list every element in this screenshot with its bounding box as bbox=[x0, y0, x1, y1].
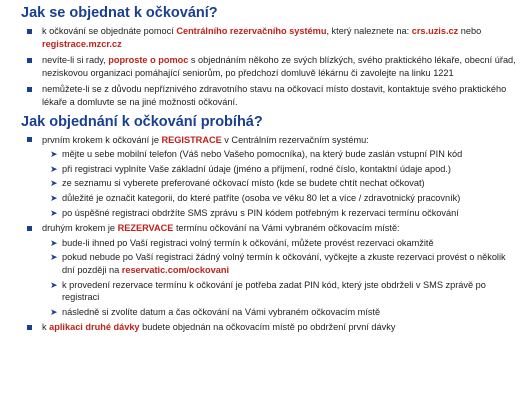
square-bullet-icon bbox=[27, 325, 32, 330]
arrow-bullet-icon: ➤ bbox=[50, 207, 58, 218]
item-text: po úspěšné registraci obdržíte SMS zprávu s PIN kódem potřebným k rezervaci termínu očkování bbox=[62, 207, 459, 218]
item-text: následně si zvolíte datum a čas očkování na Vámi vybraném očkovacím místě bbox=[62, 306, 381, 317]
sub-list-item bbox=[21, 177, 517, 190]
arrow-bullet-icon: ➤ bbox=[50, 306, 58, 317]
item-text: ze seznamu si vyberete preferované očkovací místo (kde se budete chtít nechat očkovat) bbox=[62, 178, 425, 189]
list-item bbox=[21, 83, 517, 108]
list-item bbox=[21, 54, 517, 79]
item-text: v Centrálním rezervačním systému: bbox=[221, 134, 369, 145]
second-dose-text: aplikaci druhé dávky bbox=[49, 322, 140, 333]
arrow-bullet-icon: ➤ bbox=[50, 237, 58, 248]
item-text: k očkování se objednáte pomocí bbox=[42, 26, 177, 36]
item-text: důležité je označit kategorii, do které patříte (osoba ve věku 80 let a více / zdravotnický pracovník) bbox=[62, 192, 461, 203]
arrow-bullet-icon: ➤ bbox=[50, 192, 58, 203]
item-text: pokud nebude po Vaší registraci žádný volný termín k očkování, vyčkejte a zkuste rezervaci provést o několik dní později na bbox=[62, 252, 506, 275]
arrow-bullet-icon: ➤ bbox=[50, 149, 58, 160]
item-text: bude-li ihned po Vaší registraci volný termín k očkování, můžete provést rezervaci okamžitě bbox=[62, 237, 434, 248]
sub-list-item bbox=[21, 207, 517, 220]
section-title-process: Jak objednání k očkování probíhá? bbox=[21, 113, 263, 130]
item-text: mějte u sebe mobilní telefon (Váš nebo Vašeho pomocníka), na který bude zaslán vstupní PIN kód bbox=[62, 149, 463, 160]
registrace-label: REGISTRACE bbox=[161, 134, 222, 145]
item-text: druhým krokem je bbox=[42, 223, 118, 234]
sub-list-item bbox=[21, 279, 517, 304]
rezervace-label: REZERVACE bbox=[117, 223, 174, 234]
item-text: k bbox=[42, 322, 50, 333]
section-title-how-to-book: Jak se objednat k očkování? bbox=[21, 5, 218, 21]
list-item bbox=[21, 222, 517, 235]
arrow-bullet-icon: ➤ bbox=[50, 279, 58, 290]
list-item bbox=[21, 321, 517, 334]
item-text: termínu očkování na Vámi vybraném očkovacím místě: bbox=[173, 223, 400, 234]
sub-list-item bbox=[21, 192, 517, 205]
registrace-link[interactable]: registrace.mzcr.cz bbox=[42, 38, 122, 49]
sub-list-item bbox=[21, 148, 517, 161]
item-text: k provedení rezervace termínu k očkování je potřeba zadat PIN kód, který jste obdrželi v SMS zprávě po registraci bbox=[62, 279, 486, 303]
item-text: s objednáním někoho ze svých blízkých, svého praktického lékaře, obecní úřad, neziskovou organizaci pomáhající seniorům, po předchozí domluvě lékárnu či zavolejte na linku 1221 bbox=[42, 55, 516, 78]
item-text: nemůžete-li se z důvodu nepříznivého zdravotního stavu na očkovací místo dostavit, kontaktuje svého praktického lékaře a domluvte se na jiné možnosti očkování. bbox=[42, 84, 507, 107]
reservatic-link[interactable]: reservatic.com/ockovani bbox=[121, 264, 230, 275]
arrow-bullet-icon: ➤ bbox=[50, 163, 58, 174]
item-text: nebo bbox=[458, 26, 482, 36]
item-text: , který naleznete na: bbox=[326, 26, 412, 36]
arrow-bullet-icon: ➤ bbox=[50, 252, 58, 263]
square-bullet-icon bbox=[27, 58, 32, 63]
list-item bbox=[21, 25, 517, 50]
item-text: nevíte-li si rady, bbox=[42, 55, 109, 66]
sub-list-item bbox=[21, 251, 517, 276]
ask-for-help-text: poproste o pomoc bbox=[108, 55, 189, 66]
square-bullet-icon bbox=[27, 226, 32, 231]
square-bullet-icon bbox=[27, 87, 32, 92]
item-text: budete objednán na očkovacím místě po obdržení první dávky bbox=[139, 322, 396, 333]
square-bullet-icon bbox=[27, 137, 32, 142]
list-item bbox=[21, 134, 517, 147]
arrow-bullet-icon: ➤ bbox=[50, 178, 58, 189]
crs-name: Centrálního rezervačního systému bbox=[176, 26, 327, 36]
item-text: prvním krokem k očkování je bbox=[42, 134, 162, 145]
item-text: při registraci vyplníte Vaše základní údaje (jméno a příjmení, rodné číslo, kontaktní údaje apod.) bbox=[62, 163, 451, 174]
booking-list bbox=[21, 25, 517, 109]
square-bullet-icon bbox=[27, 29, 32, 34]
sub-list-item bbox=[21, 306, 517, 319]
sub-list-item bbox=[21, 237, 517, 250]
process-list bbox=[21, 134, 517, 334]
crs-link[interactable]: crs.uzis.cz bbox=[411, 26, 459, 36]
sub-list-item bbox=[21, 163, 517, 176]
